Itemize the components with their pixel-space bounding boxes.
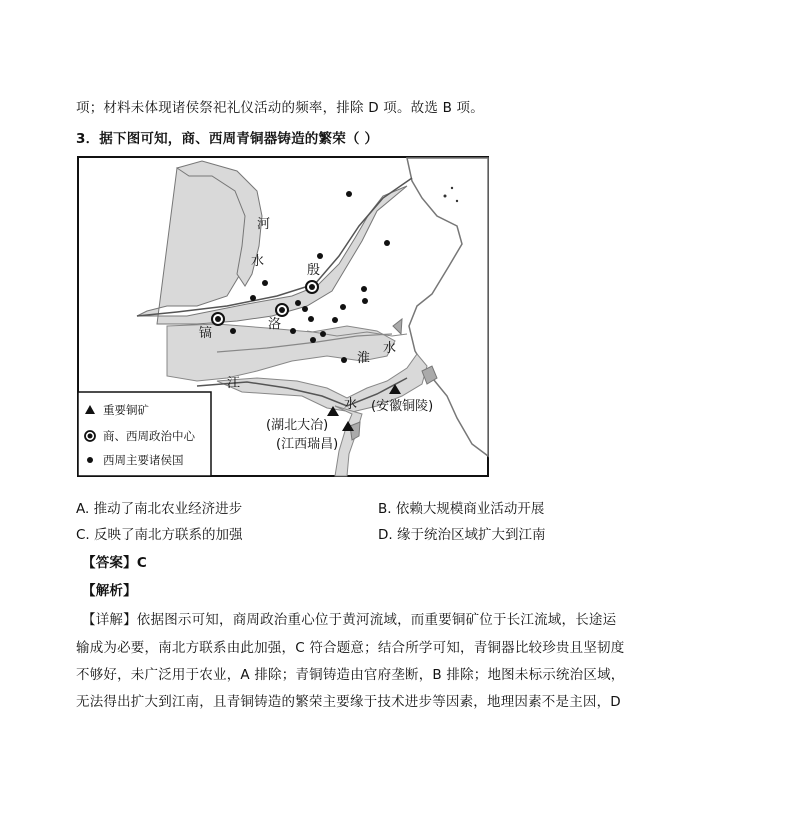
answer-value: C — [136, 555, 147, 571]
vassal-state-dot — [295, 300, 301, 306]
vassal-state-dot — [361, 286, 367, 292]
vassal-state-dot — [302, 306, 308, 312]
option-c: C. 反映了南北方联系的加强 — [76, 527, 243, 543]
vassal-state-dot — [346, 191, 352, 197]
legend-center-icon — [85, 431, 95, 441]
map-label-luo: 洛 — [268, 317, 282, 332]
map-label-shui: 水 — [383, 341, 397, 356]
legend-copper-label: 重要铜矿 — [103, 403, 149, 417]
map-label-huai: 淮 — [357, 351, 371, 366]
map-figure — [77, 156, 489, 477]
legend-state-label: 西周主要诸侯国 — [103, 453, 184, 467]
detail-line: 不够好，未广泛用于农业，A 排除；青铜铸造由官府垄断，B 排除；地图未标示统治区域， — [76, 667, 625, 683]
map-label-he: 河 — [257, 217, 271, 232]
map-label-yin: 殷 — [307, 263, 321, 278]
option-d: D. 缘于统治区域扩大到江南 — [378, 527, 546, 543]
vassal-state-dot — [317, 253, 323, 259]
detail-line: 【详解】依据图示可知，商周政治重心位于黄河流域，而重要铜矿位于长江流域，长途运 — [82, 612, 617, 628]
vassal-state-dot — [320, 331, 326, 337]
option-a: A. 推动了南北农业经济进步 — [76, 501, 243, 517]
political-center-marker — [306, 281, 318, 293]
map-label-anhui: (安徽铜陵) — [371, 399, 434, 414]
map-label-shui: 水 — [251, 254, 265, 269]
detail-line: 无法得出扩大到江南，且青铜铸造的繁荣主要缘于技术进步等因素，地理因素不是主因，D — [76, 694, 621, 710]
map-label-hao: 镐 — [199, 326, 213, 341]
island-dot — [451, 187, 453, 189]
legend-center-label: 商、西周政治中心 — [103, 429, 195, 443]
vassal-state-dot — [362, 298, 368, 304]
option-b: B. 依赖大规模商业活动开展 — [378, 501, 545, 517]
vassal-state-dot — [290, 328, 296, 334]
vassal-state-dot — [384, 240, 390, 246]
map-label-jiang: 江 — [227, 376, 241, 391]
vassal-state-dot — [310, 337, 316, 343]
intro-line: 项；材料未体现诸侯祭祀礼仪活动的频率，排除 D 项。故选 B 项。 — [76, 100, 484, 116]
vassal-state-dot — [230, 328, 236, 334]
detail-line: 输成为必要，南北方联系由此加强，C 符合题意；结合所学可知，青铜器比较珍贵且坚韧度 — [76, 640, 625, 656]
legend-dot-icon — [87, 457, 93, 463]
vassal-state-dot — [341, 357, 347, 363]
answer-line — [82, 551, 147, 571]
map-label-shui: 水 — [344, 397, 358, 412]
vassal-state-dot — [340, 304, 346, 310]
political-center-marker — [212, 313, 224, 325]
island-dot — [444, 195, 447, 198]
map-label-hubei: (湖北大冶) — [266, 418, 329, 433]
analysis-title: 【解析】 — [82, 583, 137, 599]
vassal-state-dot — [250, 295, 256, 301]
island-dot — [456, 200, 458, 202]
vassal-state-dot — [262, 280, 268, 286]
vassal-state-dot — [332, 317, 338, 323]
vassal-state-dot — [308, 316, 314, 322]
political-center-marker — [276, 304, 288, 316]
question-text: 3．据下图可知，商、西周青铜器铸造的繁荣（ ） — [76, 131, 379, 147]
map-label-jiangxi: (江西瑞昌) — [276, 437, 339, 452]
map-legend — [78, 392, 211, 476]
answer-label: 【答案】 — [82, 555, 137, 571]
